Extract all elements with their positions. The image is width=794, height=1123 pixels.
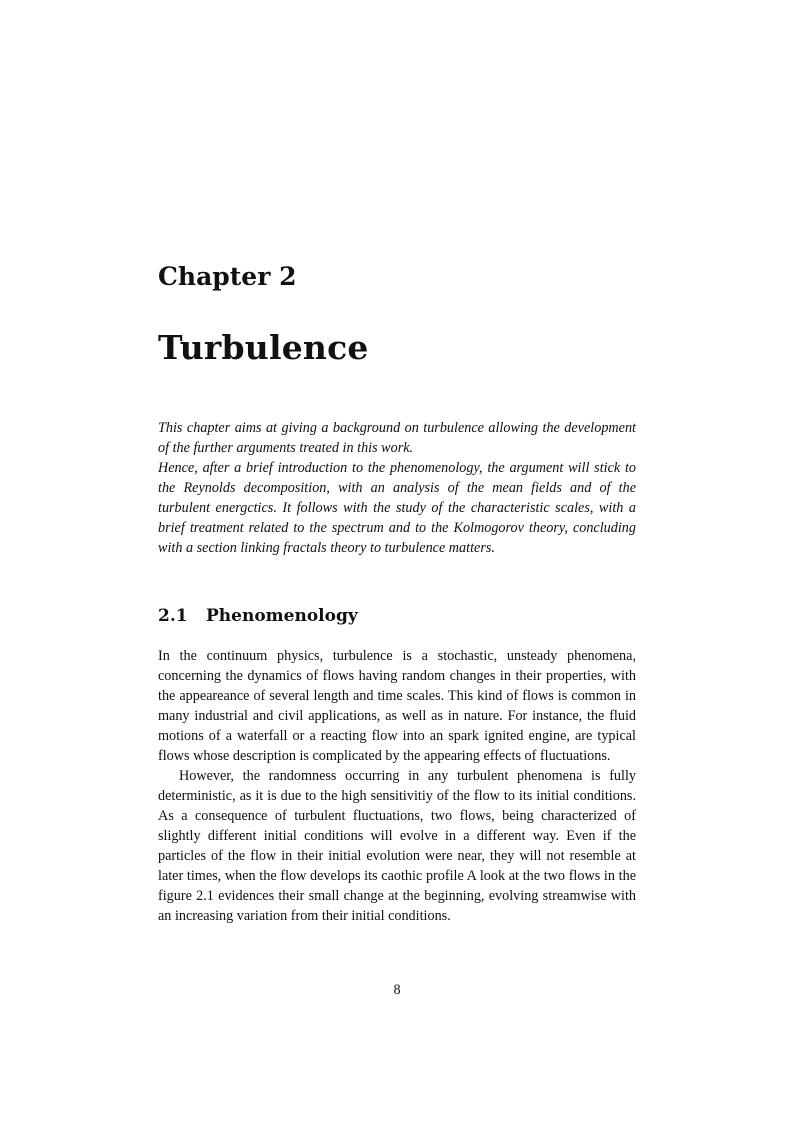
chapter-label: Chapter 2 bbox=[158, 262, 297, 291]
section-body bbox=[158, 646, 636, 926]
chapter-title: Turbulence bbox=[158, 328, 369, 367]
abstract-paragraph: This chapter aims at giving a background on turbulence allowing the development of the further arguments treated in this work. bbox=[158, 420, 636, 456]
page-number: 8 bbox=[393, 982, 401, 998]
abstract-paragraph: Hence, after a brief introduction to the phenomenology, the argument will stick to the Reynolds decomposition, with an analysis of the mean fields and of the turbulent energctics. It follows with the study of the characteristic scales, with a brief treatment related to the spectrum and to the Kolmogorov theory, concluding with a section linking fractals theory to turbulence matters. bbox=[158, 460, 636, 556]
chapter-abstract bbox=[158, 418, 636, 558]
body-paragraph: In the continuum physics, turbulence is a stochastic, unsteady phenomena, concerning the dynamics of flows having random changes in their properties, with the appeareance of several length and time scales. This kind of flows is common in many industrial and civil applications, as well as in nature. For instance, the fluid motions of a waterfall or a reacting flow into an spark ignited engine, are typical flows whose description is complicated by the appearing effects of fluctuations. bbox=[158, 648, 636, 764]
section-title: Phenomenology bbox=[206, 606, 358, 626]
section-heading bbox=[158, 606, 358, 626]
body-paragraph: However, the randomness occurring in any turbulent phenomena is fully deterministic, as it is due to the high sensitivitiy of the flow to its initial conditions. As a consequence of turbulent fluctuations, two flows, being characterized of slightly different initial conditions will evolve in a different way. Even if the particles of the flow in their initial evolution were near, they will not resemble at later times, when the flow develops its caothic profile A look at the two flows in the figure 2.1 evidences their small change at the beginning, evolving streamwise with an increasing variation from their initial conditions. bbox=[158, 768, 636, 924]
section-number: 2.1 bbox=[158, 606, 188, 626]
